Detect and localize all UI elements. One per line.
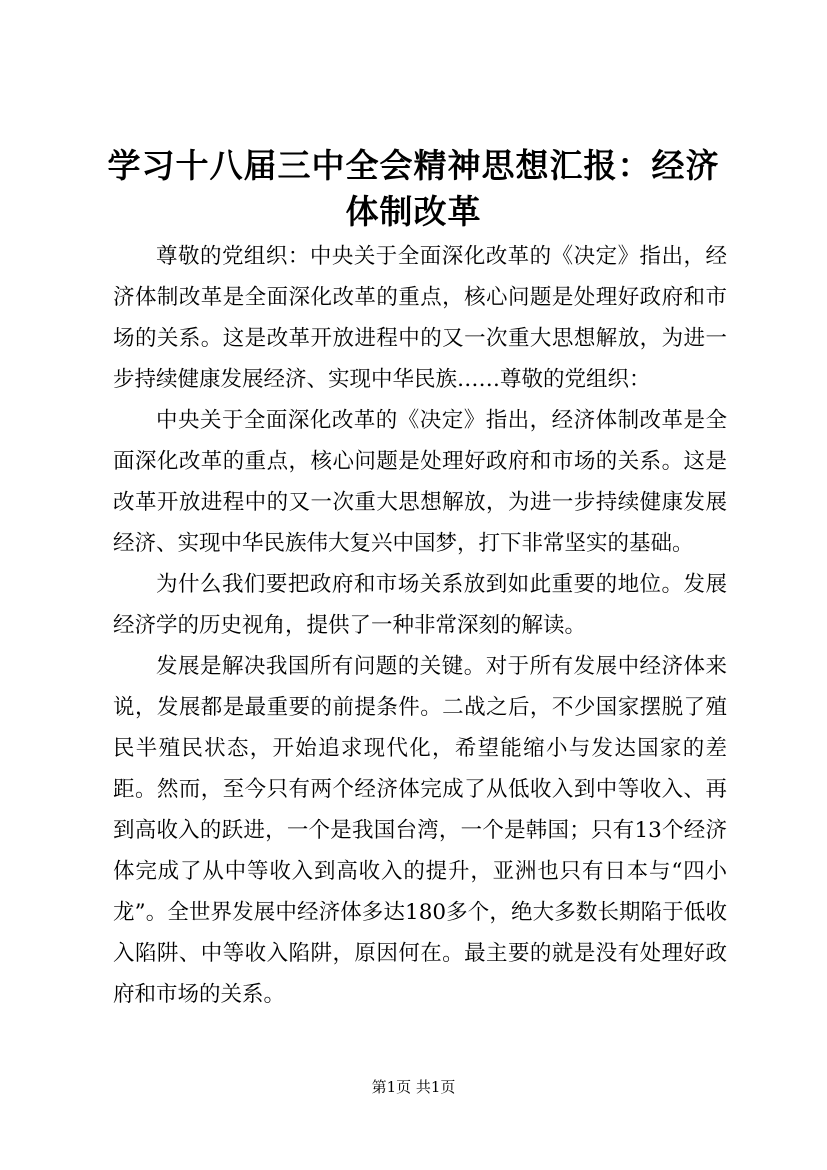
paragraph-2: 中央关于全面深化改革的《决定》指出，经济体制改革是全面深化改革的重点，核心问题是处理好政府和市场的关系。这是改革开放进程中的又一次重大思想解放，为进一步持续健康发展经济、实现中华民族伟大复兴中国梦，打下非常坚实的基础。 [113, 408, 727, 556]
paragraph-3: 为什么我们要把政府和市场关系放到如此重要的地位。发展经济学的历史视角，提供了一种非常深刻的解读。 [113, 572, 727, 638]
paragraph-4: 发展是解决我国所有问题的关键。对于所有发展中经济体来说，发展都是最重要的前提条件。二战之后，不少国家摆脱了殖民半殖民状态，开始追求现代化，希望能缩小与发达国家的差距。然而，至今只有两个经济体完成了从低收入到中等收入、再到高收入的跃进，一个是我国台湾，一个是韩国；只有13个经济体完成了从中等收入到高收入的提升，亚洲也只有日本与“四小龙”。全世界发展中经济体多达180多个，绝大多数长期陷于低收入陷阱、中等收入陷阱，原因何在。最主要的就是没有处理好政府和市场的关系。 [113, 654, 727, 1007]
document-title: 学习十八届三中全会精神思想汇报：经济体制改革 [107, 146, 720, 231]
document-body [113, 236, 727, 1015]
page-footer: 第1页 共1页 [371, 1078, 456, 1096]
paragraph-1: 尊敬的党组织：中央关于全面深化改革的《决定》指出，经济体制改革是全面深化改革的重点，核心问题是处理好政府和市场的关系。这是改革开放进程中的又一次重大思想解放，为进一步持续健康发展经济、实现中华民族……尊敬的党组织： [113, 244, 727, 392]
